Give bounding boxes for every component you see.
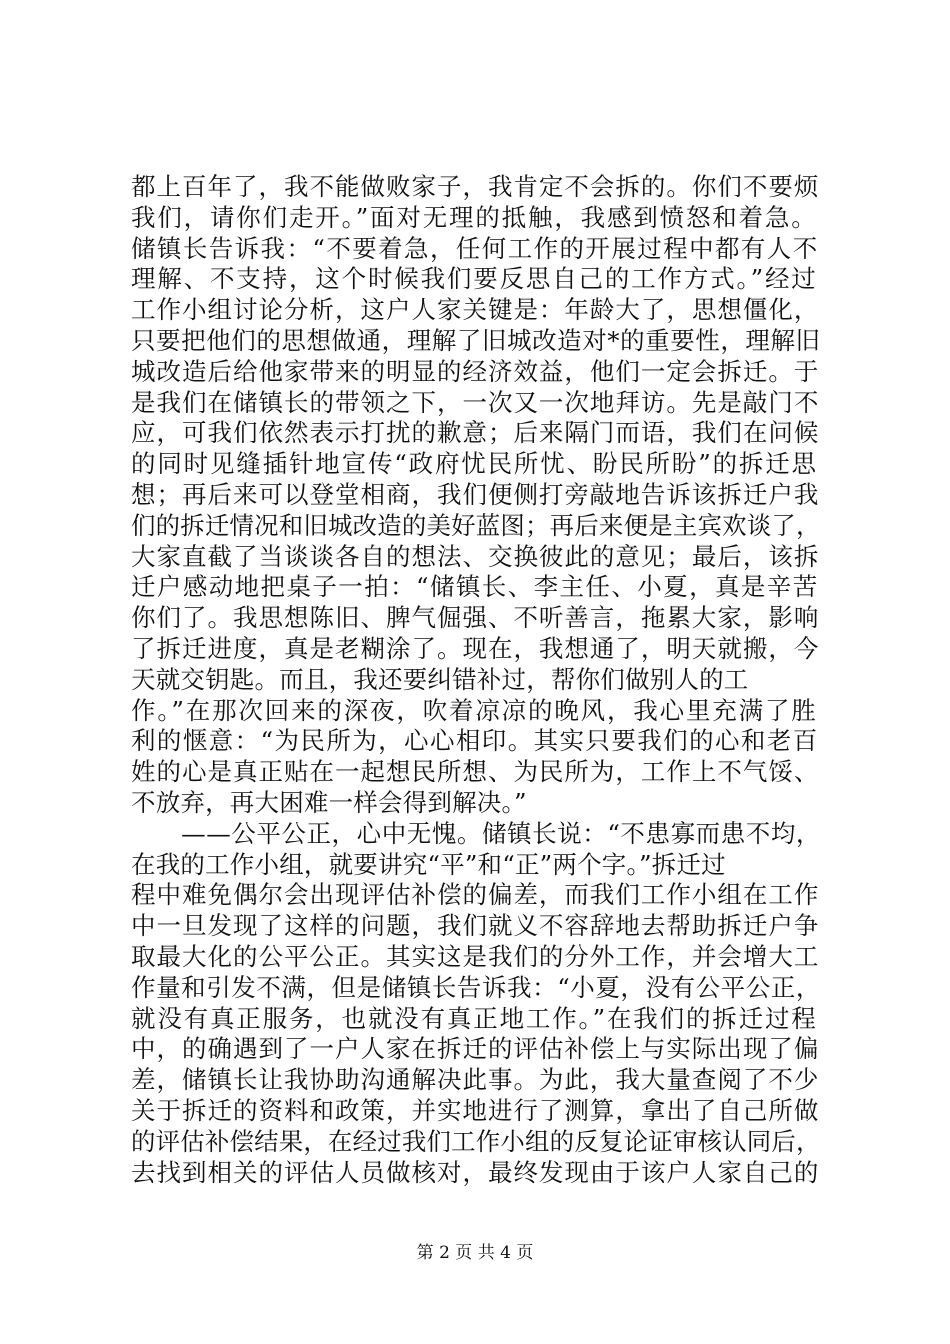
text-line: 程中难免偶尔会出现评估补偿的偏差，而我们工作小组在工作 xyxy=(131,880,820,910)
body-text xyxy=(131,172,821,1188)
text-line: 作量和引发不满，但是储镇长告诉我：“小夏，没有公平公正， xyxy=(131,972,821,1002)
text-line: 储镇长告诉我：“不要着急，任何工作的开展过程中都有人不 xyxy=(131,233,819,263)
text-line: 迁户感动地把桌子一拍：“储镇长、李主任、小夏，真是辛苦 xyxy=(131,572,819,602)
text-line: 都上百年了，我不能做败家子，我肯定不会拆的。你们不要烦 xyxy=(131,172,820,201)
text-line: 只要把他们的思想做通，理解了旧城改造对*的重要性，理解旧 xyxy=(131,325,821,355)
text-line: 作。”在那次回来的深夜，吹着凉凉的晚风，我心里充满了胜 xyxy=(131,695,818,725)
text-line: 想；再后来可以登堂相商，我们便侧打旁敲地告诉该拆迁户我 xyxy=(131,479,820,509)
text-line: ——公平公正，心中无愧。储镇长说：“不患寡而患不均， xyxy=(131,818,821,848)
text-line: 在我的工作小组，就要讲究“平”和“正”两个字。”拆迁过 xyxy=(131,849,726,879)
text-line: 去找到相关的评估人员做核对，最终发现由于该户人家自己的 xyxy=(131,1157,820,1187)
text-line: 中一旦发现了这样的问题，我们就义不容辞地去帮助拆迁户争 xyxy=(131,911,820,941)
text-line: 不放弃，再大困难一样会得到解决。” xyxy=(131,787,527,817)
text-line: 城改造后给他家带来的明显的经济效益，他们一定会拆迁。于 xyxy=(131,356,820,386)
page-footer: 第 2 页 共 4 页 xyxy=(416,1243,534,1263)
text-line: 的同时见缝插针地宣传“政府忧民所忧、盼民所盼”的拆迁思 xyxy=(131,449,818,479)
text-line: 天就交钥匙。而且，我还要纠错补过，帮你们做别人的工 xyxy=(131,664,749,694)
text-line: 关于拆迁的资料和政策，并实地进行了测算，拿出了自己所做 xyxy=(131,1095,820,1125)
text-line: 工作小组讨论分析，这户人家关键是：年龄大了，思想僵化， xyxy=(131,295,820,325)
text-line: 取最大化的公平公正。其实这是我们的分外工作，并会增大工 xyxy=(131,941,820,971)
text-line: 应，可我们依然表示打扰的歉意；后来隔门而语，我们在问候 xyxy=(131,418,820,448)
text-line: 就没有真正服务，也就没有真正地工作。”在我们的拆迁过程 xyxy=(131,1003,818,1033)
text-line: 了拆迁进度，真是老糊涂了。现在，我想通了，明天就搬，今 xyxy=(131,633,820,663)
text-line: 姓的心是真正贴在一起想民所想、为民所为，工作上不气馁、 xyxy=(131,757,820,787)
text-line: 们的拆迁情况和旧城改造的美好蓝图；再后来便是主宾欢谈了， xyxy=(131,510,821,540)
text-line: 中，的确遇到了一户人家在拆迁的评估补偿上与实际出现了偏 xyxy=(131,1034,820,1064)
text-line: 理解、不支持，这个时候我们要反思自己的工作方式。”经过 xyxy=(131,264,818,294)
text-line: 差，储镇长让我协助沟通解决此事。为此，我大量查阅了不少 xyxy=(131,1065,820,1095)
text-line: 利的惬意：“为民所为，心心相印。其实只要我们的心和老百 xyxy=(131,726,819,756)
text-line: 大家直截了当谈谈各自的想法、交换彼此的意见；最后，该拆 xyxy=(131,541,820,571)
text-line: 我们，请你们走开。”面对无理的抵触，我感到愤怒和着急。 xyxy=(131,202,818,232)
text-line: 是我们在储镇长的带领之下，一次又一次地拜访。先是敲门不 xyxy=(131,387,820,417)
text-line: 你们了。我思想陈旧、脾气倔强、不听善言，拖累大家，影响 xyxy=(131,603,820,633)
text-line: 的评估补偿结果，在经过我们工作小组的反复论证审核认同后， xyxy=(131,1126,821,1156)
